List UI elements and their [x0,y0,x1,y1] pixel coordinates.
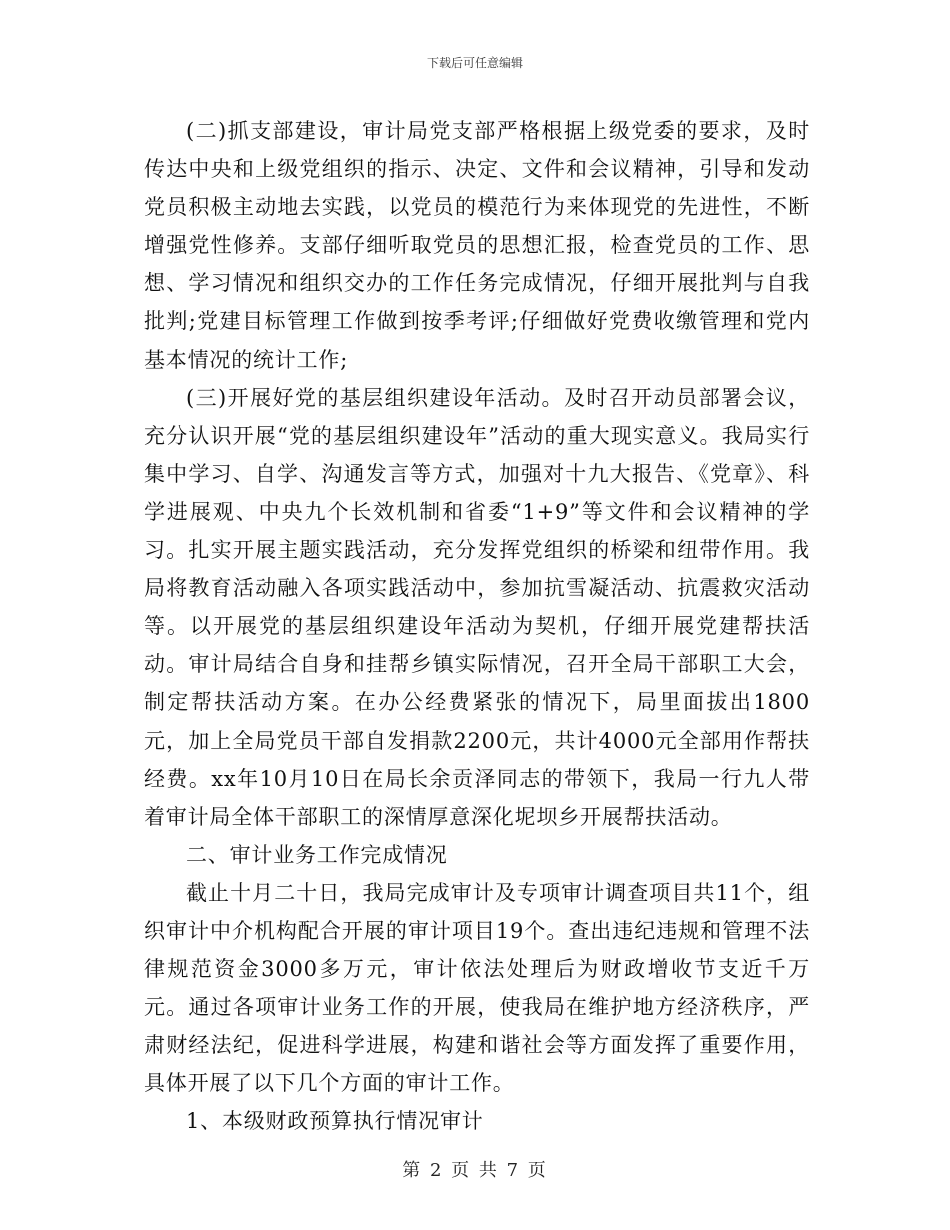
subheading-budget-audit: 1、本级财政预算执行情况审计 [186,1109,484,1134]
paragraph-grassroots-activity: (三)开展好党的基层组织建设年活动。及时召开动员部署会议，充分认识开展“党的基层组织建设年”活动的重大现实意义。我局实行集中学习、自学、沟通发言等方式，加强对十九大报告、《党章》、科学进展观、中央九个长效机制和省委“1+9”等文件和会议精神的学习。扎实开展主题实践活动，充分发挥党组织的桥梁和纽带作用。我局将教育活动融入各项实践活动中，参加抗雪凝活动、抗震救灾活动等。以开展党的基层组织建设年活动为契机，仔细开展党建帮扶活动。审计局结合自身和挂帮乡镇实际情况，召开全局干部职工大会，制定帮扶活动方案。在办公经费紧张的情况下，局里面拔出1800元，加上全局党员干部自发捐款2200元，共计4000元全部用作帮扶经费。xx年10月10日在局长余贡泽同志的带领下，我局一行九人带着审计局全体干部职工的深情厚意深化坭坝乡开展帮扶活动。 [144,385,810,829]
paragraph-audit-summary: 截止十月二十日，我局完成审计及专项审计调查项目共11个，组织审计中介机构配合开展的审计项目19个。查出违纪违规和管理不法律规范资金3000多万元，审计依法处理后为财政增收节支近千万元。通过各项审计业务工作的开展，使我局在维护地方经济秩序，严肃财经法纪，促进科学进展，构建和谐社会等方面发挥了重要作用，具体开展了以下几个方面的审计工作。 [144,880,810,1096]
document-body [144,112,810,1141]
section-heading-audit-work: 二、审计业务工作完成情况 [186,842,448,867]
header-note: 下载后可任意编辑 [426,56,523,70]
page-number: 第 2 页 共 7 页 [402,1160,548,1181]
paragraph-branch-building: (二)抓支部建设，审计局党支部严格根据上级党委的要求，及时传达中央和上级党组织的指示、决定、文件和会议精神，引导和发动党员积极主动地去实践，以党员的模范行为来体现党的先进性，不断增强党性修养。支部仔细听取党员的思想汇报，检查党员的工作、思想、学习情况和组织交办的工作任务完成情况，仔细开展批判与自我批判;党建目标管理工作做到按季考评;仔细做好党费收缴管理和党内基本情况的统计工作; [144,119,810,372]
